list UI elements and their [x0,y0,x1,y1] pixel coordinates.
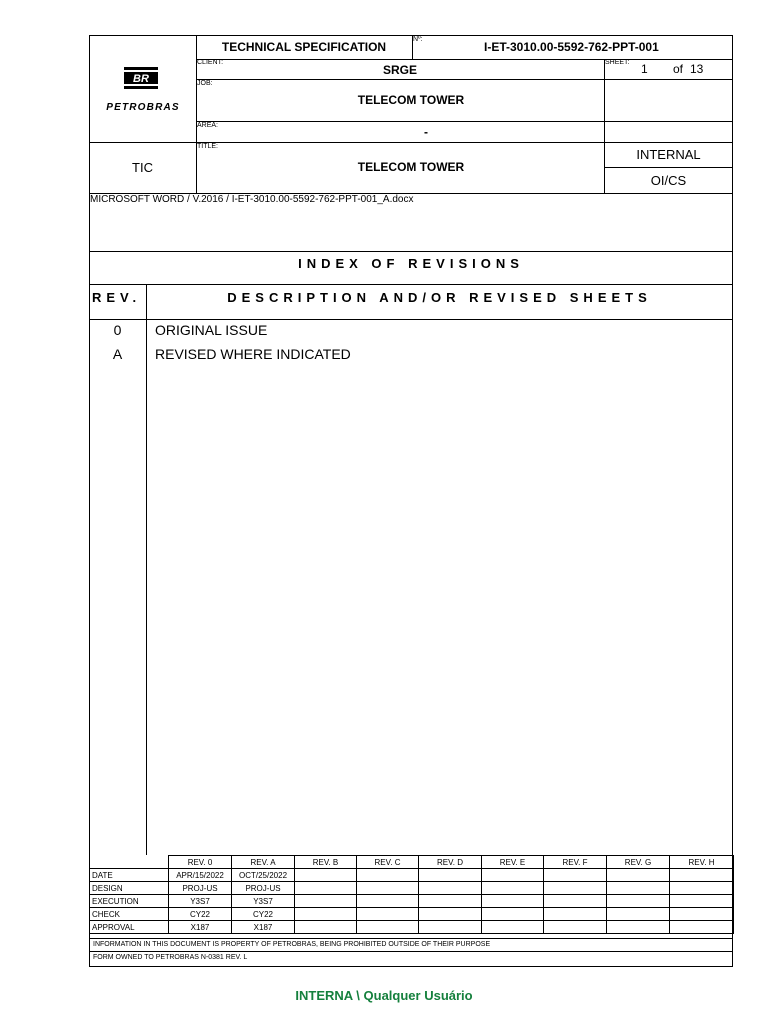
table-cell: Y3S7 [169,895,232,908]
table-cell [670,895,734,908]
column-header: REV. G [607,856,670,869]
header-divider [196,121,733,122]
desc-header: DESCRIPTION AND/OR REVISED SHEETS [227,290,652,305]
table-cell [607,908,670,921]
sheet-total: 13 [690,62,704,76]
table-cell [670,908,734,921]
area-value: - [424,125,428,139]
table-cell [607,882,670,895]
table-cell [419,895,482,908]
property-note: INFORMATION IN THIS DOCUMENT IS PROPERTY OF PETROBRAS, BEING PROHIBITED OUTSIDE OF THEIR PURPOSE [93,941,491,948]
column-header: REV. 0 [169,856,232,869]
table-row [90,882,734,895]
row-label: DESIGN [90,882,169,895]
table-cell: PROJ-US [232,882,295,895]
table-cell: CY22 [169,908,232,921]
table-cell [295,921,357,934]
row-label: DATE [90,869,169,882]
column-header: REV. F [544,856,607,869]
table-cell: PROJ-US [169,882,232,895]
table-cell [482,882,544,895]
row-label: APPROVAL [90,921,169,934]
rev-column-divider [146,284,147,855]
sheet-current: 1 [641,62,648,76]
table-cell [419,908,482,921]
table-cell [670,882,734,895]
table-cell [482,921,544,934]
sheet-label: SHEET: [605,59,630,66]
job-label: JOB: [197,80,213,87]
column-header: REV. C [357,856,419,869]
area-label: AREA: [197,122,219,129]
table-cell [544,921,607,934]
table-row [90,921,734,934]
org-unit: OI/CS [650,173,687,188]
table-cell [670,869,734,882]
rev-code: 0 [113,322,122,338]
table-cell [295,908,357,921]
doc-number: I-ET-3010.00-5592-762-PPT-001 [484,40,659,54]
column-header: REV. B [295,856,357,869]
table-cell [607,869,670,882]
rev-description: REVISED WHERE INDICATED [155,346,351,362]
logo-mark: BR [133,73,149,85]
table-corner [90,856,169,869]
rev-code: A [112,346,123,362]
table-cell [419,869,482,882]
column-header: REV. H [670,856,734,869]
table-cell: X187 [169,921,232,934]
table-cell: APR/15/2022 [169,869,232,882]
table-cell [482,869,544,882]
section-divider [89,284,733,285]
client-value: SRGE [382,63,417,77]
form-note: FORM OWNED TO PETROBRAS N-0381 REV. L [93,954,248,961]
table-cell [670,921,734,934]
section-divider [89,251,733,252]
table-header-row [90,856,734,869]
table-row [90,908,734,921]
table-cell [607,895,670,908]
table-cell [544,895,607,908]
rev-description: ORIGINAL ISSUE [155,322,268,338]
table-row [90,869,734,882]
title-label: TITLE: [197,143,219,150]
number-label: Nº: [413,36,423,43]
table-cell [357,921,419,934]
column-header: REV. E [482,856,544,869]
sheet-of: of [673,62,684,76]
doc-type: TECHNICAL SPECIFICATION [221,40,387,54]
client-label: CLIENT: [197,59,224,66]
classification: INTERNAL [636,147,701,162]
header-divider [89,142,733,143]
discipline: TIC [132,160,153,175]
table-cell: CY22 [232,908,295,921]
job-value: TELECOM TOWER [357,93,465,107]
table-row [90,895,734,908]
table-cell: Y3S7 [232,895,295,908]
table-cell [295,895,357,908]
header-divider [196,59,733,60]
table-cell [482,908,544,921]
table-cell: OCT/25/2022 [232,869,295,882]
revision-approval-table [89,855,734,934]
logo-name: PETROBRAS [106,102,180,113]
table-cell [607,921,670,934]
header-divider [196,79,733,80]
section-divider [89,319,733,320]
table-cell [357,869,419,882]
title-value: TELECOM TOWER [357,160,465,174]
table-cell [295,882,357,895]
rev-header: REV. [92,290,142,305]
table-cell [419,882,482,895]
table-cell [544,869,607,882]
classification-footer: INTERNA \ Qualquer Usuário [295,988,473,1003]
row-label: EXECUTION [90,895,169,908]
file-line: MICROSOFT WORD / V.2016 / I-ET-3010.00-5592-762-PPT-001_A.docx [90,194,414,205]
table-cell: X187 [232,921,295,934]
column-header: REV. A [232,856,295,869]
table-cell [357,908,419,921]
table-cell [357,895,419,908]
row-label: CHECK [90,908,169,921]
table-cell [419,921,482,934]
table-cell [544,882,607,895]
table-cell [357,882,419,895]
table-cell [295,869,357,882]
index-title: INDEX OF REVISIONS [298,256,524,271]
column-header: REV. D [419,856,482,869]
table-cell [482,895,544,908]
table-cell [544,908,607,921]
petrobras-br-logo [124,67,158,89]
